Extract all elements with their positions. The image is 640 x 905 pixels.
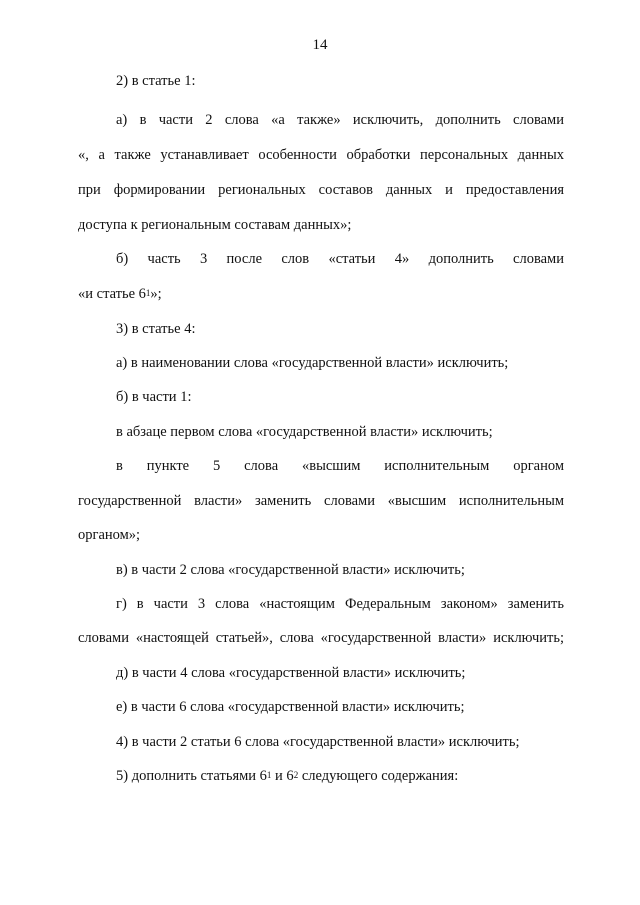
paragraph-line: б) в части 1: [116,389,192,405]
paragraph-line: словами «настоящей статьей», слова «государственной власти» исключить; [78,630,564,646]
paragraph-line: 2) в статье 1: [116,73,196,89]
paragraph-line [116,767,458,785]
superscript: 2 [293,770,299,780]
paragraph-line: государственной власти» заменить словами «высшим исполнительным [78,493,564,509]
paragraph-line: при формировании региональных составов данных и предоставления [78,182,564,198]
paragraph-line: «, а также устанавливает особенности обработки персональных данных [78,147,564,163]
text-fragment: 5) дополнить статьями 6 [116,768,267,784]
paragraph-line: доступа к региональным составам данных»; [78,217,352,233]
paragraph-line: а) в части 2 слова «а также» исключить, дополнить словами [116,112,564,128]
paragraph-line: в) в части 2 слова «государственной власти» исключить; [116,562,465,578]
paragraph-line: 4) в части 2 статьи 6 слова «государственной власти» исключить; [116,734,520,750]
paragraph-line: б) часть 3 после слов «статьи 4» дополнить словами [116,251,564,267]
text-fragment: следующего содержания: [298,768,459,784]
text-fragment: »; [150,286,162,302]
paragraph-line: д) в части 4 слова «государственной власти» исключить; [116,665,466,681]
paragraph-line: г) в части 3 слова «настоящим Федеральным законом» заменить [116,596,564,612]
text-fragment: и 6 [271,768,294,784]
paragraph-line [78,285,162,303]
paragraph-line: е) в части 6 слова «государственной власти» исключить; [116,699,465,715]
paragraph-line: 3) в статье 4: [116,321,196,337]
paragraph-line: в абзаце первом слова «государственной власти» исключить; [116,424,493,440]
paragraph-line: в пункте 5 слова «высшим исполнительным органом [116,458,564,474]
page-number: 14 [312,37,328,53]
paragraph-line: а) в наименовании слова «государственной власти» исключить; [116,355,509,371]
text-fragment: «и статье 6 [78,286,146,302]
paragraph-line: органом»; [78,527,141,543]
superscript: 1 [145,288,151,298]
superscript: 1 [266,770,272,780]
